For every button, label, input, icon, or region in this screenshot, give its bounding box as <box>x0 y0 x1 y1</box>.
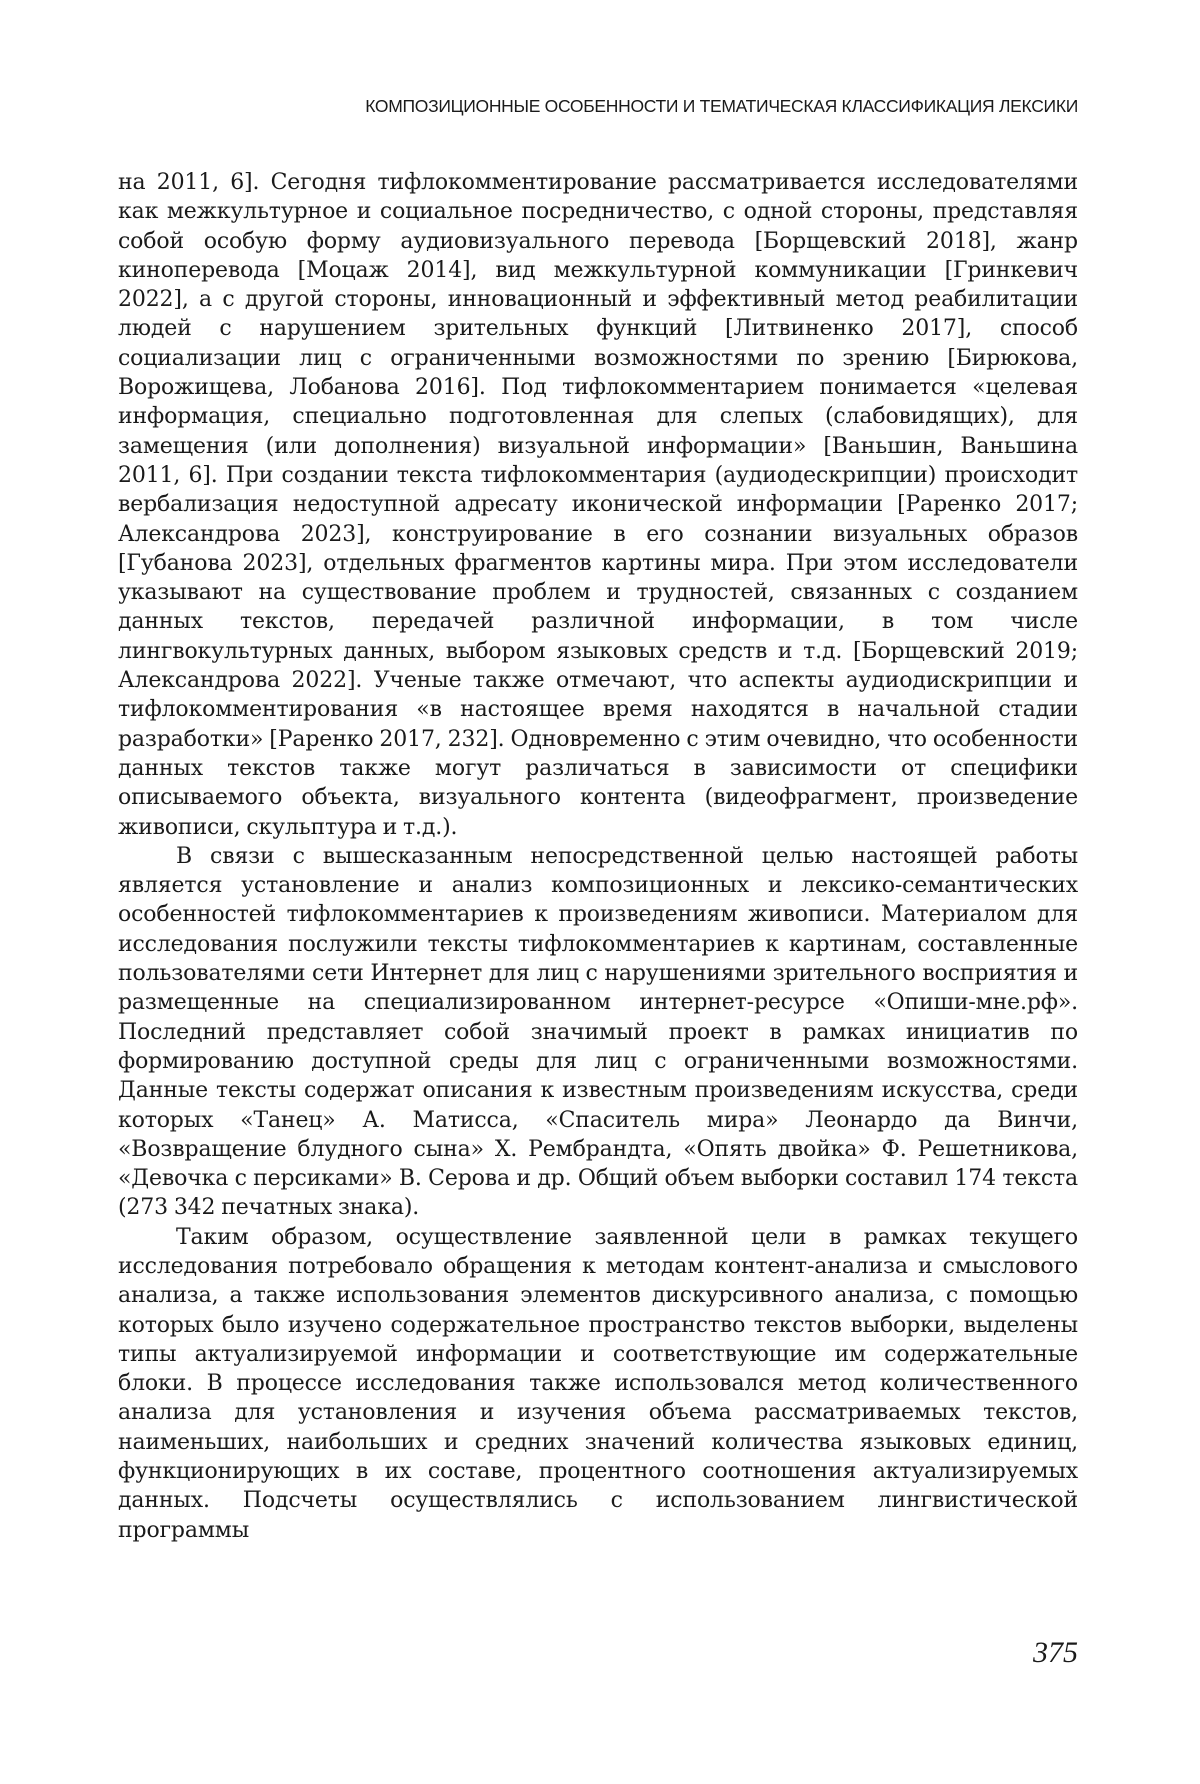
paragraph: В связи с вышесказанным непосредственной целью настоящей работы является установление и анализ композиционных и лексико-семантических особенностей тифлокомментариев к произведениям живописи. Материалом для исследования послужили тексты тифлокомментариев к картинам, составленные пользователями сети Интернет для лиц с нарушениями зрительного восприятия и размещенные на специализированном интернет-ресурсе «Опиши-мне.рф». Последний представляет собой значимый проект в рамках инициатив по формированию доступной среды для лиц с ограниченными возможностями. Данные тексты содержат описания к известным произведениям искусства, среди которых «Танец» А. Матисса, «Спаситель мира» Леонардо да Винчи, «Возвращение блудного сына» Х. Рембрандта, «Опять двойка» Ф. Решетникова, «Девочка с персиками» В. Серова и др. Общий объем выборки составил 174 текста (273 342 печатных знака). <box>118 843 1078 1221</box>
paragraph: на 2011, 6]. Сегодня тифлокомментирование рассматривается исследователями как межкультурное и социальное посредничество, с одной стороны, представляя собой особую форму аудиовизуального перевода [Борщевский 2018], жанр киноперевода [Моцаж 2014], вид межкультурной коммуникации [Гринкевич 2022], а с другой стороны, инновационный и эффективный метод реабилитации людей с нарушением зрительных функций [Литвиненко 2017], способ социализации лиц с ограниченными возможностями по зрению [Бирюкова, Ворожищева, Лобанова 2016]. Под тифлокомментарием понимается «целевая информация, специально подготовленная для слепых (слабовидящих), для замещения (или дополнения) визуальной информации» [Ваньшин, Ваньшина 2011, 6]. При создании текста тифлокомментария (аудиодескрипции) происходит вербализация недоступной адресату иконической информации [Раренко 2017; Александрова 2023], конструирование в его сознании визуальных образов [Губанова 2023], отдельных фрагментов картины мира. При этом исследователи указывают на существование проблем и трудностей, связанных с созданием данных текстов, передачей различной информации, в том числе лингвокультурных данных, выбором языковых средств и т.д. [Борщевский 2019; Александрова 2022]. Ученые также отмечают, что аспекты аудиодискрипции и тифлокомментирования «в настоящее время находятся в начальной стадии разработки» [Раренко 2017, 232]. Одновременно с этим очевидно, что особенности данных текстов также могут различаться в зависимости от специфики описываемого объекта, визуального контента (видеофрагмент, произведение живописи, скульптура и т.д.). <box>118 170 1078 840</box>
page-number: 375 <box>1033 1636 1078 1669</box>
body-text <box>118 168 1078 1545</box>
running-header: КОМПОЗИЦИОННЫЕ ОСОБЕННОСТИ И ТЕМАТИЧЕСКАЯ КЛАССИФИКАЦИЯ ЛЕКСИКИ <box>365 96 1078 116</box>
paragraph: Таким образом, осуществление заявленной цели в рамках текущего исследования потребовало обращения к методам контент-анализа и смыслового анализа, а также использования элементов дискурсивного анализа, с помощью которых было изучено содержательное пространство текстов выборки, выделены типы актуализируемой информации и соответствующие им содержательные блоки. В процессе исследования также использовался метод количественного анализа для установления и изучения объема рассматриваемых текстов, наименьших, наибольших и средних значений количества языковых единиц, функционирующих в их составе, процентного соотношения актуализируемых данных. Подсчеты осуществлялись с использованием лингвистической программы <box>118 1224 1078 1543</box>
